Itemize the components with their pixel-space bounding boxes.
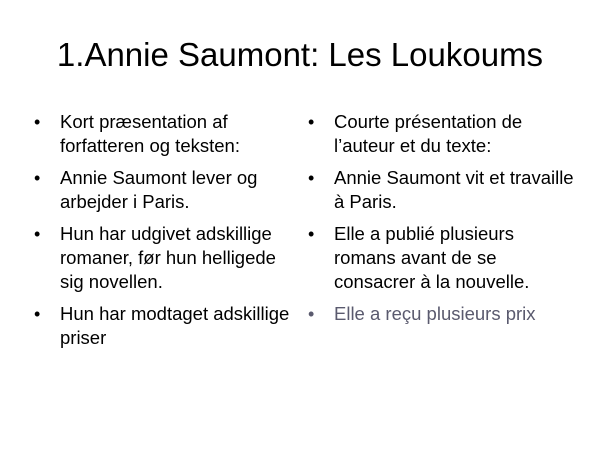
list-item-text: Annie Saumont lever og arbejder i Paris. <box>60 167 258 212</box>
danish-bullet-list <box>31 110 293 358</box>
list-item <box>31 110 293 158</box>
list-item-text: Hun har udgivet adskillige romaner, før hun helligede sig novellen. <box>60 223 276 292</box>
list-item <box>305 222 577 294</box>
bullet-icon: • <box>308 224 315 244</box>
french-bullet-list <box>305 110 577 334</box>
bullet-icon: • <box>34 112 41 132</box>
list-item-text: Hun har modtaget adskillige priser <box>60 303 290 348</box>
list-item-text: Annie Saumont vit et travaille à Paris. <box>334 167 574 212</box>
list-item <box>305 166 577 214</box>
list-item-text: Elle a reçu plusieurs prix <box>334 303 536 324</box>
list-item <box>31 222 293 294</box>
bullet-icon: • <box>308 112 315 132</box>
bullet-icon: • <box>34 168 41 188</box>
list-item <box>31 166 293 214</box>
list-item-text: Kort præsentation af forfatteren og teksten: <box>60 111 240 156</box>
bullet-icon: • <box>308 168 315 188</box>
slide-title: 1.Annie Saumont: Les Loukoums <box>56 36 544 73</box>
list-item-text: Courte présentation de l’auteur et du texte: <box>334 111 523 156</box>
bullet-icon: • <box>308 304 315 324</box>
list-item-text: Elle a publié plusieurs romans avant de se consacrer à la nouvelle. <box>334 223 530 292</box>
list-item <box>31 302 293 350</box>
list-item <box>305 110 577 158</box>
bullet-icon: • <box>34 304 41 324</box>
bullet-icon: • <box>34 224 41 244</box>
list-item <box>305 302 577 326</box>
